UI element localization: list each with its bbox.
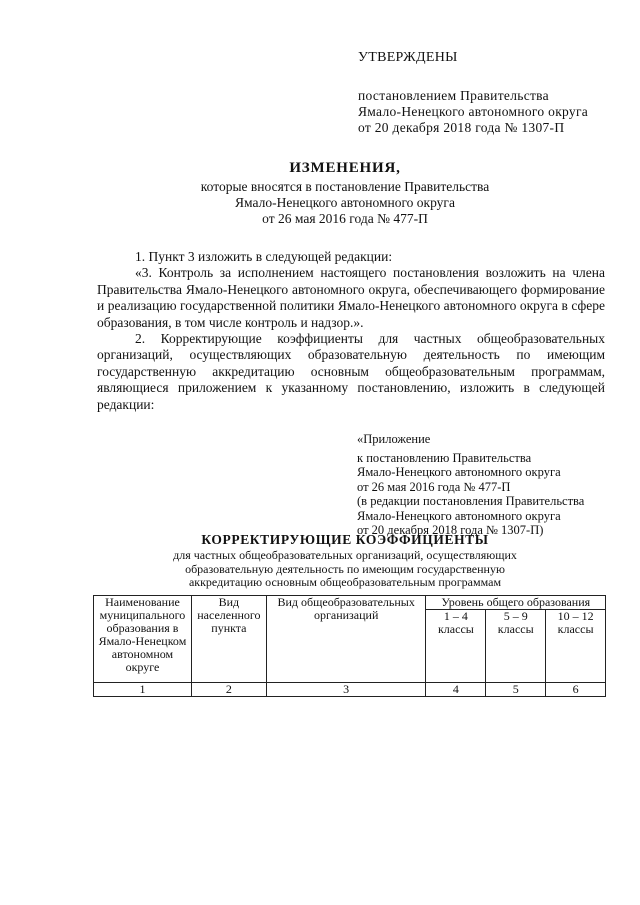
coefficients-subtitle-line: аккредитацию основным общеобразовательным программам bbox=[188, 575, 502, 589]
column-number: 6 bbox=[546, 683, 606, 697]
approval-line: от 20 декабря 2018 года № 1307-П bbox=[358, 120, 565, 135]
paragraph-1: 1. Пункт 3 изложить в следующей редакции: bbox=[135, 249, 393, 264]
coefficients-subtitle-line: образовательную деятельность по имеющим государственную bbox=[185, 561, 505, 576]
approval-block bbox=[358, 50, 618, 136]
changes-subtitle-line: которые вносятся в постановление Правительства bbox=[200, 179, 490, 194]
appendix-line: «Приложение bbox=[357, 432, 431, 446]
appendix-line: к постановлению Правительства bbox=[357, 450, 532, 465]
document-body bbox=[97, 249, 605, 413]
column-number: 4 bbox=[426, 683, 486, 697]
header-grades-5-9: 5 – 9 классы bbox=[486, 610, 546, 683]
appendix-line: (в редакции постановления Правительства bbox=[357, 494, 585, 508]
appendix-line: от 20 декабря 2018 года № 1307-П) bbox=[357, 523, 544, 537]
column-number: 5 bbox=[486, 683, 546, 697]
approval-title: УТВЕРЖДЕНЫ bbox=[358, 50, 458, 65]
coefficients-title-block bbox=[120, 532, 570, 590]
column-number: 2 bbox=[191, 683, 266, 697]
paragraph-2: «3. Контроль за исполнением настоящего постановления возложить на члена Правительства Ямало-Ненецкого автономного округа, обеспечивающего формирование и реализацию государственной политики Ямало-Ненецкого автономного округа в сфере образования, в том числе контроль и надзор.». bbox=[97, 265, 605, 330]
changes-subtitle-line: от 26 мая 2016 года № 477-П bbox=[262, 211, 428, 226]
header-grades-10-12: 10 – 12 классы bbox=[546, 610, 606, 683]
appendix-line: Ямало-Ненецкого автономного округа bbox=[357, 465, 561, 479]
appendix-line: от 26 мая 2016 года № 477-П bbox=[357, 479, 511, 494]
changes-subtitle-line: Ямало-Ненецкого автономного округа bbox=[235, 195, 455, 210]
coefficients-heading: КОРРЕКТИРУЮЩИЕ КОЭФФИЦИЕНТЫ bbox=[201, 532, 489, 547]
header-organization-type: Вид общеобразовательных организаций bbox=[266, 596, 426, 683]
approval-line: постановлением Правительства bbox=[358, 88, 549, 103]
appendix-header bbox=[357, 432, 617, 538]
coefficients-table bbox=[93, 595, 606, 697]
header-education-level: Уровень общего образования bbox=[426, 596, 606, 610]
appendix-line: Ямало-Ненецкого автономного округа bbox=[357, 508, 561, 523]
column-number: 3 bbox=[266, 683, 426, 697]
changes-title-block bbox=[120, 160, 570, 227]
changes-heading: ИЗМЕНЕНИЯ, bbox=[289, 160, 401, 176]
column-number: 1 bbox=[94, 683, 192, 697]
header-settlement-type: Вид населенного пункта bbox=[191, 596, 266, 683]
approval-line: Ямало-Ненецкого автономного округа bbox=[358, 104, 589, 119]
header-municipality: Наименование муниципального образования в Ямало-Ненецком автономном округе bbox=[94, 596, 192, 683]
header-grades-1-4: 1 – 4 классы bbox=[426, 610, 486, 683]
coefficients-subtitle-line: для частных общеобразовательных организаций, осуществляющих bbox=[173, 548, 517, 562]
paragraph-3: 2. Корректирующие коэффициенты для частных общеобразовательных организаций, осуществляющих образовательную деятельность по имеющим государственную аккредитацию основным общеобразовательным программам, являющиеся приложением к указанному постановлению, изложить в следующей редакции: bbox=[97, 331, 605, 412]
